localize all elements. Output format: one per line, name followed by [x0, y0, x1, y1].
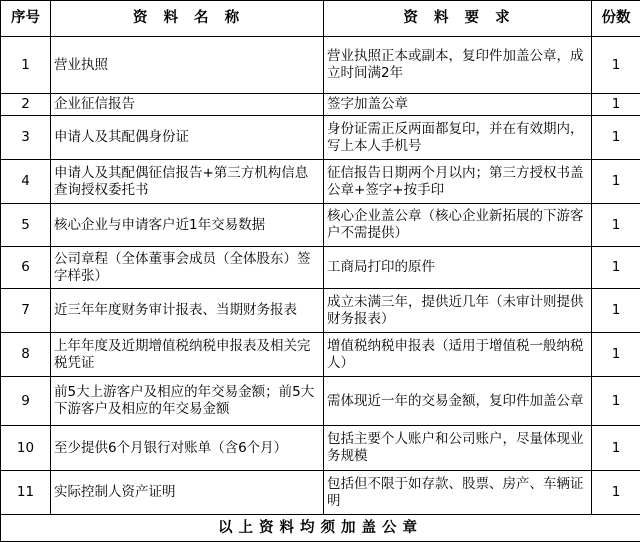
row-requirement: 签字加盖公章 [324, 94, 592, 116]
table-footer-row [1, 515, 640, 542]
row-count: 1 [592, 333, 640, 377]
row-name: 近三年年度财务审计报表、当期财务报表 [51, 289, 324, 333]
row-no: 10 [1, 426, 51, 471]
row-no: 5 [1, 204, 51, 247]
row-requirement: 核心企业盖公章（核心企业新拓展的下游客户不需提供） [324, 204, 592, 247]
row-count: 1 [592, 289, 640, 333]
row-requirement: 增值税纳税申报表（适用于增值税一般纳税人） [324, 333, 592, 377]
row-requirement: 工商局打印的原件 [324, 247, 592, 289]
table-row [1, 426, 640, 471]
header-requirement: 资 料 要 求 [324, 1, 592, 37]
table-row [1, 333, 640, 377]
row-name: 实际控制人资产证明 [51, 471, 324, 515]
row-name: 上年年度及近期增值税纳税申报表及相关完税凭证 [51, 333, 324, 377]
row-count: 1 [592, 247, 640, 289]
row-requirement: 身份证需正反两面都复印，并在有效期内，写上本人手机号 [324, 116, 592, 160]
row-requirement: 包括主要个人账户和公司账户，尽量体现业务规模 [324, 426, 592, 471]
row-requirement: 成立未满三年，提供近几年（未审计则提供财务报表） [324, 289, 592, 333]
row-no: 8 [1, 333, 51, 377]
table-row [1, 204, 640, 247]
row-name: 申请人及其配偶身份证 [51, 116, 324, 160]
footer-note: 以上资料均须加盖公章 [1, 515, 640, 542]
row-no: 9 [1, 377, 51, 426]
header-count: 份数 [592, 1, 640, 37]
row-requirement: 征信报告日期两个月以内；第三方授权书盖公章+签字+按手印 [324, 160, 592, 204]
row-name: 至少提供6个月银行对账单（含6个月） [51, 426, 324, 471]
row-count: 1 [592, 426, 640, 471]
table-row [1, 289, 640, 333]
row-count: 1 [592, 377, 640, 426]
table-row [1, 116, 640, 160]
row-no: 4 [1, 160, 51, 204]
row-count: 1 [592, 204, 640, 247]
table-header-row [1, 1, 640, 37]
row-count: 1 [592, 94, 640, 116]
row-no: 3 [1, 116, 51, 160]
row-name: 核心企业与申请客户近1年交易数据 [51, 204, 324, 247]
row-count: 1 [592, 116, 640, 160]
row-no: 6 [1, 247, 51, 289]
row-name: 前5大上游客户及相应的年交易金额；前5大下游客户及相应的年交易金额 [51, 377, 324, 426]
row-name: 营业执照 [51, 37, 324, 94]
header-no: 序号 [1, 1, 51, 37]
row-no: 11 [1, 471, 51, 515]
row-count: 1 [592, 160, 640, 204]
header-name: 资 料 名 称 [51, 1, 324, 37]
row-requirement: 营业执照正本或副本，复印件加盖公章，成立时间满2年 [324, 37, 592, 94]
row-count: 1 [592, 37, 640, 94]
row-requirement: 包括但不限于如存款、股票、房产、车辆证明 [324, 471, 592, 515]
row-count: 1 [592, 471, 640, 515]
table-row [1, 247, 640, 289]
row-requirement: 需体现近一年的交易金额，复印件加盖公章 [324, 377, 592, 426]
table-row [1, 37, 640, 94]
table-row [1, 160, 640, 204]
row-no: 2 [1, 94, 51, 116]
table-row [1, 94, 640, 116]
row-no: 7 [1, 289, 51, 333]
table-row [1, 471, 640, 515]
row-name: 申请人及其配偶征信报告+第三方机构信息查询授权委托书 [51, 160, 324, 204]
table-row [1, 377, 640, 426]
row-name: 公司章程（全体董事会成员（全体股东）签字样张） [51, 247, 324, 289]
row-no: 1 [1, 37, 51, 94]
row-name: 企业征信报告 [51, 94, 324, 116]
